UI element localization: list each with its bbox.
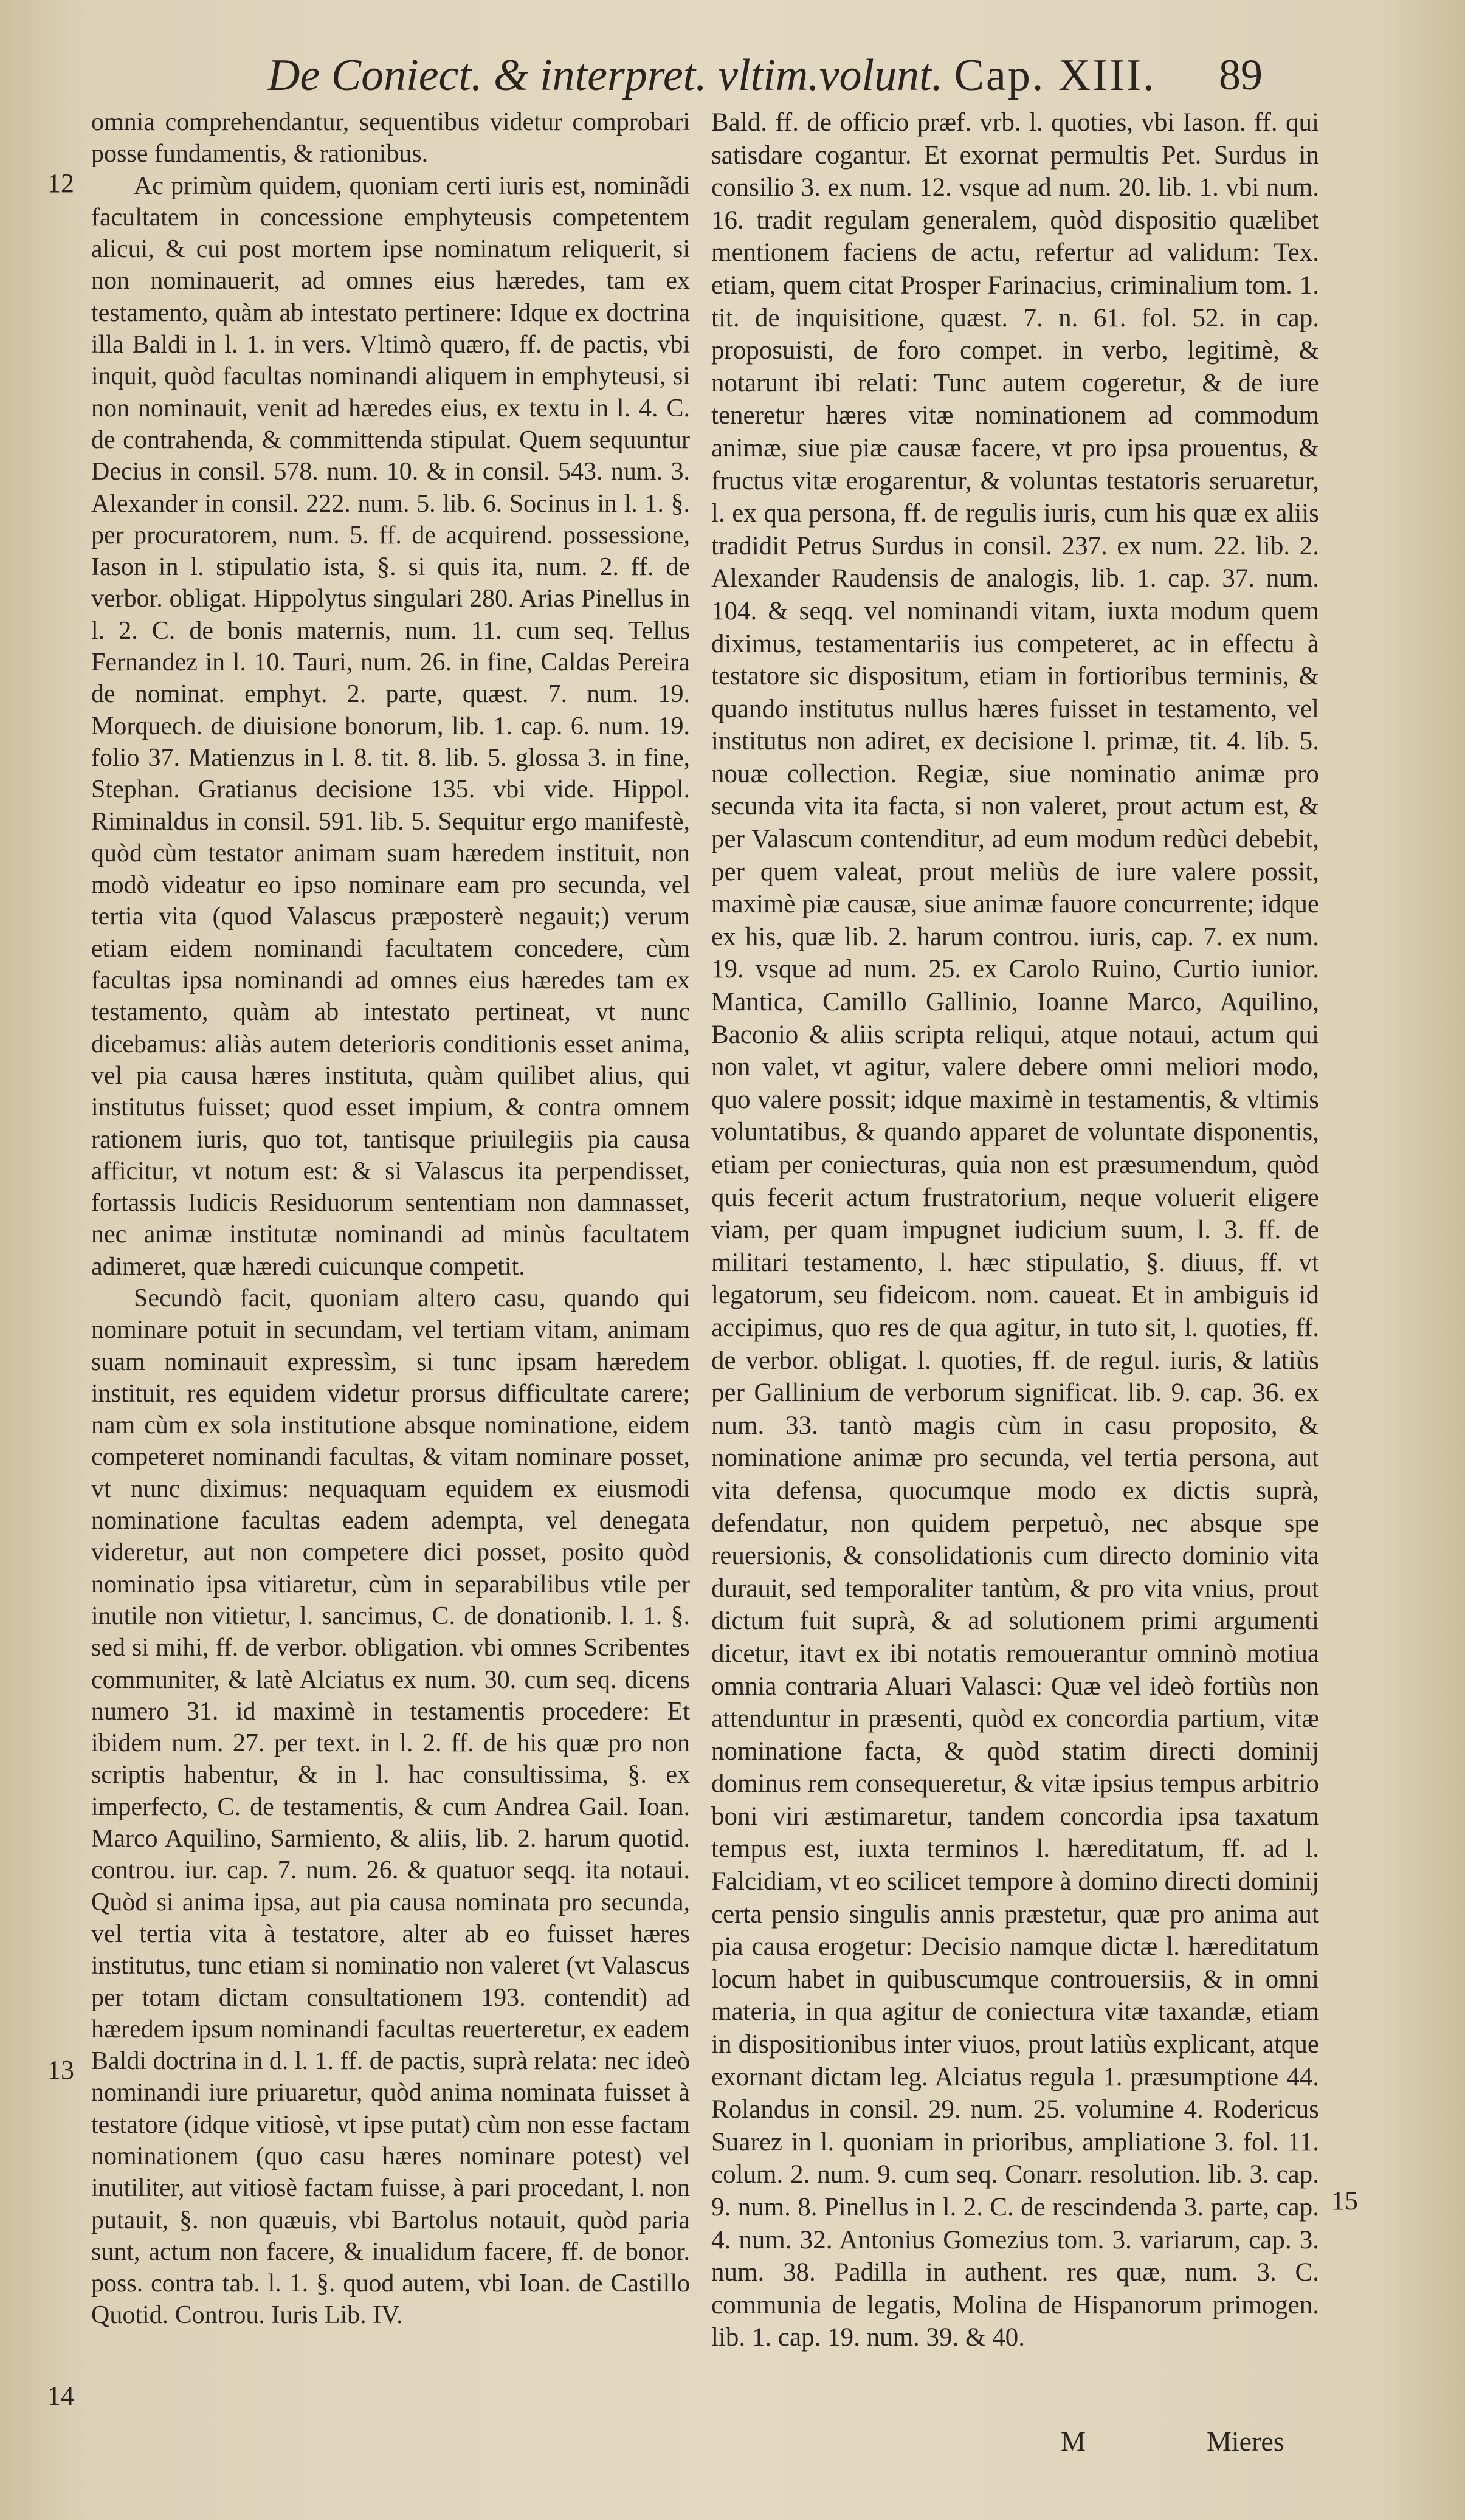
- paragraph: omnia comprehendantur, sequentibus videtur comprobari posse fundamentis, & rationibus.: [91, 108, 690, 168]
- paragraph: Secundò facit, quoniam altero casu, quando qui nominare potuit in secundam, vel tertiam vitam, animam suam nominauit expressìm, si tunc ipsam hæredem instituit, res equidem videtur prorsus difficultate carere; nam cùm ex sola institutione absque nominatione, eidem competeret nominandi facultas, & vitam nominare posset, vt nunc diximus: nequaquam equidem ex eiusmodi nominatione facultas eadem adempta, vel denegata videretur, aut non competere dici posset, posito quòd nominatio ipsa vitiaretur, cùm in separabilibus vtile per inutile non vitietur, l. sancimus, C. de donationib. l. 1. §. sed si mihi, ff. de verbor. obligation. vbi omnes Scribentes communiter, & latè Alciatus ex num. 30. cum seq. dicens numero 31. id maximè in testamentis procedere: Et ibidem num. 27. per text. in l. 2. ff. de his quæ pro non scriptis habentur, & in l. hac consultissima, §. ex imperfecto, C. de testamentis, & cum Andrea Gail. Ioan. Marco Aquilino, Sarmiento, & aliis, lib. 2. harum quotid. controu. iur. cap. 7. num. 26. & quatuor seqq. ita notaui. Quòd si anima ipsa, aut pia causa nominata pro secunda, vel tertia vita à testatore, alter ab eo fuisset hæres institutus, tunc etiam si nominatio non valeret (vt Valascus per totam dictam consultationem 193. contendit) ad hæredem ipsum nominandi facultas reuerteretur, ex eadem Baldi doctrina in d. l. 1. ff. de pactis, suprà relata: nec ideò nominandi iure priuaretur, quòd anima nominata fuisset à testatore (idque vitiosè, vt ipse putat) cùm non esse factam nominationem (quo casu hæres nominare potest) vel inutiliter, aut vitiosè factam fuisse, à pari procedant, l. non putauit, §. non quæuis, vbi Bartolus notauit, quòd paria sunt, actum non facere, & inualidum facere, ff. de bonor. poss. contra tab. l. 1. §. quod autem, vbi Ioan. de Castillo Quotid. Controu. Iuris Lib. IV.: [91, 1284, 690, 2330]
- header-title: De Coniect. & interpret. vltim.volunt.: [267, 50, 943, 100]
- signature-mark: M: [1061, 2426, 1086, 2457]
- page-number: 89: [1219, 50, 1263, 99]
- margin-number: 13: [47, 2055, 74, 2085]
- margin-number: 14: [47, 2381, 74, 2411]
- paragraph: Bald. ff. de officio præf. vrb. l. quoties, vbi Iason. ff. qui satisdare cogantur. Et exornat permultis Pet. Surdus in consilio 3. ex num. 12. vsque ad num. 20. lib. 1. vbi num. 16. tradit regulam generalem, quòd dispositio quælibet mentionem faciens de actu, refertur ad validum: Tex. etiam, quem citat Prosper Farinacius, criminalium tom. 1. tit. de inquisitione, quæst. 7. n. 61. fol. 52. in cap. proposuisti, de foro compet. in verbo, legitimè, & notarunt ibi relati: Tunc autem cogeretur, & de iure teneretur hæres vitæ nominationem ad commodum animæ, siue piæ causæ facere, vt pro ipsa prouentus, & fructus vitæ erogarentur, & voluntas testatoris seruaretur, l. ex qua persona, ff. de regulis iuris, cum his quæ ex aliis tradidit Petrus Surdus in consil. 237. ex num. 22. lib. 2. Alexander Raudensis de analogis, lib. 1. cap. 37. num. 104. & seqq. vel nominandi vitam, iuxta modum quem diximus, testamentariis ius competeret, ac in effectu à testatore sic dispositum, etiam in fortioribus terminis, & quando institutus nullus hæres fuisset in testamento, vel institutus non adiret, ex decisione l. primæ, tit. 4. lib. 5. nouæ collection. Regiæ, siue nominatio animæ pro secunda vita ita facta, si non valeret, prout actum est, & per Valascum contenditur, ad eum modum redùci debebit, per quem valeat, prout meliùs de iure valere possit, maximè piæ causæ, siue animæ fauore concurrente; idque ex his, quæ lib. 2. harum controu. iuris, cap. 7. ex num. 19. vsque ad num. 25. ex Carolo Ruino, Curtio iunior. Mantica, Camillo Gallinio, Ioanne Marco, Aquilino, Baconio & aliis scripta reliqui, atque notaui, actum qui non valet, vt agitur, valere debere omni meliori modo, quo valere possit; idque maximè in testamentis, & vltimis voluntatibus, & quando apparet de voluntate disponentis, etiam per coniecturas, quia non est præsumendum, quòd quis fecerit actum frustratorium, neque voluerit eligere viam, per quam impugnet iudicium suum, l. 3. ff. de militari testamento, l. hæc stipulatio, §. diuus, ff. vt legatorum, seu fideicom. nom. caueat. Et in ambiguis id accipimus, quo res de qua agitur, in tuto sit, l. quoties, ff. de verbor. obligat. l. quoties, ff. de regul. iuris, & latiùs per Gallinium de verborum significat. lib. 9. cap. 36. ex num. 33. tantò magis cùm in casu proposito, & nominatione animæ pro secunda, vel tertia persona, aut vita defensa, quocumque modo ex dictis suprà, defendatur, non quidem perpetuò, nec absque spe reuersionis, & consolidationis cum directo dominio vita durauit, sed temporaliter tantùm, & pro vita vnius, prout dictum fuit suprà, & ad solutionem primi argumenti dicetur, itavt ex ibi notatis remouerantur omninò motiua omnia contraria Aluari Valasci: Quæ vel ideò fortiùs non attenduntur in præsenti, quòd ex concordia partium, vitæ nominatione facta, & quòd statim directi dominij dominus rem consequeretur, & vitæ ipsius tempus arbitrio boni viri æstimaretur, tandem concordia ipsa taxatum tempus est, iuxta terminos l. hæreditatum, ff. ad l. Falcidiam, vt eo scilicet tempore à domino directi dominij certa pensio singulis annis præstetur, quæ pro anima aut pia causa erogetur: Decisio namque dictæ l. hæreditatum locum habet in quibuscumque controuersiis, & in omni materia, in qua agitur de coniectura vitæ taxandæ, etiam in dispositionibus inter viuos, prout latiùs explicant, atque exornant dictam leg. Alciatus regula 1. præsumptione 44. Rolandus in consil. 29. num. 25. volumine 4. Rodericus Suarez in l. quoniam in prioribus, ampliatione 3. fol. 11. colum. 2. num. 9. cum seq. Conarr. resolution. lib. 3. cap. 9. num. 8. Pinellus in l. 2. C. de rescindenda 3. parte, cap. 4. num. 32. Antonius Gomezius tom. 3. variarum, cap. 3. num. 38. Padilla in authent. res quæ, num. 3. C. communia de legatis, Molina de Hispanorum primogen. lib. 1. cap. 19. num. 39. & 40.: [711, 108, 1319, 2352]
- catchword: Mieres: [1207, 2426, 1284, 2457]
- left-column: [91, 106, 690, 2332]
- chapter-label: Cap. XIII.: [954, 50, 1156, 100]
- paragraph: Ac primùm quidem, quoniam certi iuris est, nominãdi facultatem in concessione emphyteusis competentem alicui, & cui post mortem ipse nominatum reliquerit, si non nominauerit, ad omnes eius hæredes, tam ex testamento, quàm ab intestato pertinere: Idque ex doctrina illa Baldi in l. 1. in vers. Vltimò quæro, ff. de pactis, vbi inquit, quòd facultas nominandi aliquem in emphyteusi, si non nominauit, venit ad hæredes eius, ex textu in l. 4. C. de contrahenda, & committenda stipulat. Quem sequuntur Decius in consil. 578. num. 10. & in consil. 543. num. 3. Alexander in consil. 222. num. 5. lib. 6. Socinus in l. 1. §. per procuratorem, num. 5. ff. de acquirend. possessione, Iason in l. stipulatio ista, §. si quis ita, num. 2. ff. de verbor. obligat. Hippolytus singulari 280. Arias Pinellus in l. 2. C. de bonis maternis, num. 11. cum seq. Tellus Fernandez in l. 10. Tauri, num. 26. in fine, Caldas Pereira de nominat. emphyt. 2. parte, quæst. 7. num. 19. Morquech. de diuisione bonorum, lib. 1. cap. 6. num. 19. folio 37. Matienzus in l. 8. tit. 8. lib. 5. glossa 3. in fine, Stephan. Gratianus decisione 135. vbi vide. Hippol. Riminaldus in consil. 591. lib. 5. Sequitur ergo manifestè, quòd cùm testator animam suam hæredem instituit, non modò videatur eo ipso nominare eam pro secunda, vel tertia vita (quod Valascus præposterè negauit;) verum etiam eidem nominandi facultatem concedere, cùm facultas ipsa nominandi ad omnes eius hæredes tam ex testamento, quàm ab intestato pertineat, vt nunc dicebamus: aliàs autem deterioris conditionis esset anima, vel pia causa hæres instituta, quàm quilibet alius, qui institutus fuisset; quod esset impium, & contra omnem rationem iuris, quo tot, tantisque priuilegiis pia causa afficitur, vt notum est: & si Valascus ita perpendisset, fortassis Iudicis Residuorum sententiam non damnasset, nec animæ institutæ nominandi ad minùs facultatem adimeret, quæ hæredi cuicunque competit.: [91, 171, 690, 1281]
- margin-number: 12: [47, 168, 74, 198]
- right-column: [711, 106, 1319, 2354]
- margin-number: 15: [1331, 2186, 1358, 2215]
- running-header: [267, 50, 1264, 111]
